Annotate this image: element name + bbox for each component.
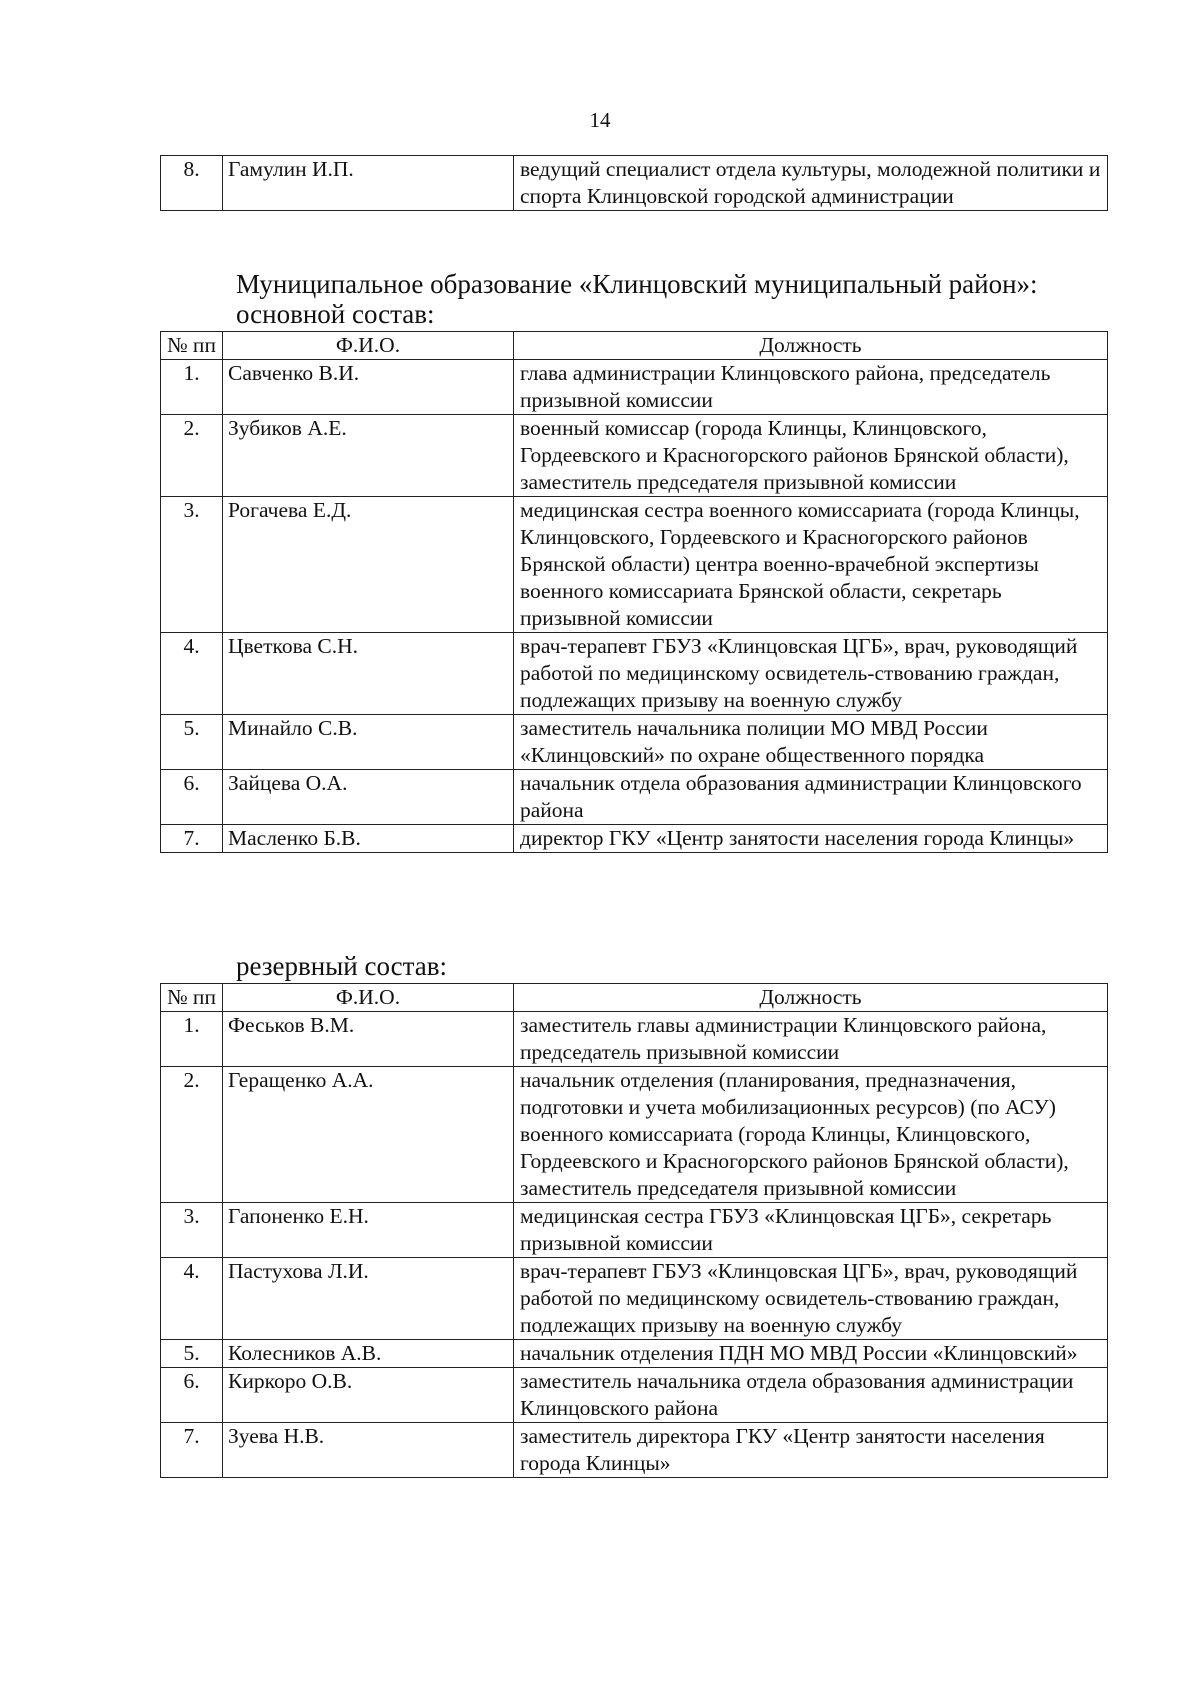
member-position: глава администрации Клинцовского района, председатель призывной комиссии <box>514 360 1108 415</box>
column-header-name: Ф.И.О. <box>223 984 514 1012</box>
row-number: 1. <box>161 360 223 415</box>
table-header-row <box>161 332 1108 360</box>
member-position: директор ГКУ «Центр занятости населения города Клинцы» <box>514 825 1108 853</box>
row-number: 5. <box>161 1340 223 1368</box>
table-row <box>161 1340 1108 1368</box>
table-row <box>161 1258 1108 1340</box>
member-name: Феськов В.М. <box>223 1012 514 1067</box>
column-header-name: Ф.И.О. <box>223 332 514 360</box>
member-position: заместитель директора ГКУ «Центр занятости населения города Клинцы» <box>514 1423 1108 1478</box>
row-number: 3. <box>161 1203 223 1258</box>
member-position: ведущий специалист отдела культуры, молодежной политики и спорта Клинцовской городской администрации <box>514 156 1108 211</box>
member-name: Гамулин И.П. <box>223 156 514 211</box>
table-row <box>161 633 1108 715</box>
member-position: заместитель главы администрации Клинцовского района, председатель призывной комиссии <box>514 1012 1108 1067</box>
member-position: заместитель начальника полиции МО МВД России «Клинцовский» по охране общественного порядка <box>514 715 1108 770</box>
member-name: Колесников А.В. <box>223 1340 514 1368</box>
member-position: заместитель начальника отдела образования администрации Клинцовского района <box>514 1368 1108 1423</box>
row-number: 2. <box>161 415 223 497</box>
member-name: Киркоро О.В. <box>223 1368 514 1423</box>
reserve-composition-heading: резервный состав: <box>236 951 448 981</box>
member-name: Минайло С.В. <box>223 715 514 770</box>
member-position: начальник отделения ПДН МО МВД России «Клинцовский» <box>514 1340 1108 1368</box>
table-row <box>161 497 1108 633</box>
row-number: 1. <box>161 1012 223 1067</box>
member-position: военный комиссар (города Клинцы, Клинцовского, Гордеевского и Красногорского районов Брянской области), заместитель председателя призывной комиссии <box>514 415 1108 497</box>
main-composition-heading: Муниципальное образование «Клинцовский муниципальный район»: основной состав: <box>236 269 1038 329</box>
member-position: медицинская сестра ГБУЗ «Клинцовская ЦГБ», секретарь призывной комиссии <box>514 1203 1108 1258</box>
member-position: медицинская сестра военного комиссариата (города Клинцы, Клинцовского, Гордеевского и Красногорского районов Брянской области) центра военно-врачебной экспертизы военного комиссариата Брянской области, секретарь призывной комиссии <box>514 497 1108 633</box>
member-name: Пастухова Л.И. <box>223 1258 514 1340</box>
member-name: Цветкова С.Н. <box>223 633 514 715</box>
page-number: 14 <box>589 108 611 132</box>
continued-members-table <box>160 155 1108 211</box>
table-row <box>161 415 1108 497</box>
row-number: 4. <box>161 1258 223 1340</box>
member-name: Зуева Н.В. <box>223 1423 514 1478</box>
column-header-number: № пп <box>161 984 223 1012</box>
table-row <box>161 1368 1108 1423</box>
member-position: начальник отдела образования администрации Клинцовского района <box>514 770 1108 825</box>
row-number: 5. <box>161 715 223 770</box>
main-composition-table <box>160 331 1108 853</box>
row-number: 7. <box>161 825 223 853</box>
table-row <box>161 825 1108 853</box>
table-row <box>161 1012 1108 1067</box>
member-name: Зайцева О.А. <box>223 770 514 825</box>
row-number: 2. <box>161 1067 223 1203</box>
reserve-composition-table <box>160 983 1108 1478</box>
table-row <box>161 715 1108 770</box>
table-row <box>161 1203 1108 1258</box>
row-number: 8. <box>161 156 223 211</box>
row-number: 7. <box>161 1423 223 1478</box>
table-row <box>161 360 1108 415</box>
table-row <box>161 1067 1108 1203</box>
row-number: 6. <box>161 770 223 825</box>
column-header-number: № пп <box>161 332 223 360</box>
member-name: Геращенко А.А. <box>223 1067 514 1203</box>
member-position: начальник отделения (планирования, предназначения, подготовки и учета мобилизационных ресурсов) (по АСУ) военного комиссариата (города Клинцы, Клинцовского, Гордеевского и Красногорского районов Брянской области), заместитель председателя призывной комиссии <box>514 1067 1108 1203</box>
member-name: Рогачева Е.Д. <box>223 497 514 633</box>
member-name: Гапоненко Е.Н. <box>223 1203 514 1258</box>
row-number: 3. <box>161 497 223 633</box>
member-name: Зубиков А.Е. <box>223 415 514 497</box>
row-number: 4. <box>161 633 223 715</box>
table-row <box>161 770 1108 825</box>
member-position: врач-терапевт ГБУЗ «Клинцовская ЦГБ», врач, руководящий работой по медицинскому освидетель-ствованию граждан, подлежащих призыву на военную службу <box>514 1258 1108 1340</box>
member-position: врач-терапевт ГБУЗ «Клинцовская ЦГБ», врач, руководящий работой по медицинскому освидетель-ствованию граждан, подлежащих призыву на военную службу <box>514 633 1108 715</box>
row-number: 6. <box>161 1368 223 1423</box>
column-header-position: Должность <box>514 332 1108 360</box>
column-header-position: Должность <box>514 984 1108 1012</box>
member-name: Масленко Б.В. <box>223 825 514 853</box>
table-row <box>161 156 1108 211</box>
member-name: Савченко В.И. <box>223 360 514 415</box>
table-row <box>161 1423 1108 1478</box>
table-header-row <box>161 984 1108 1012</box>
